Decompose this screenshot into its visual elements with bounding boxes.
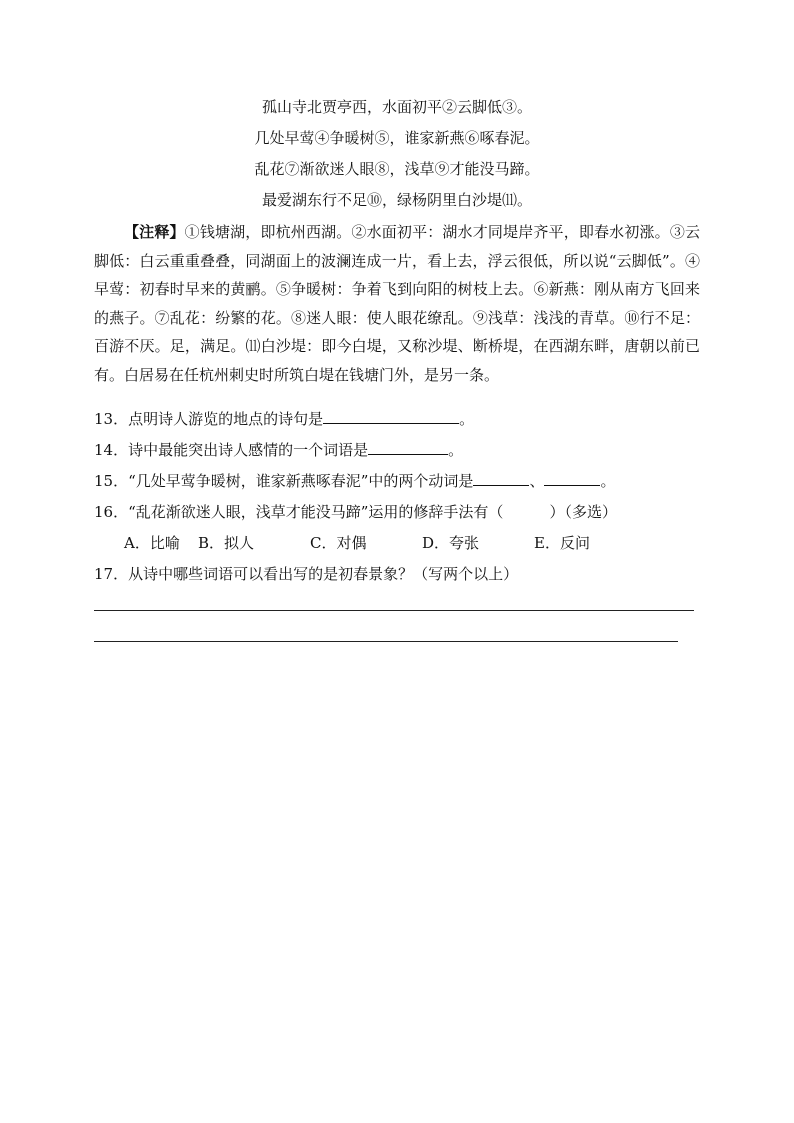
question-17-answer-line-2[interactable]	[94, 641, 678, 642]
question-15-answer-blank-1[interactable]	[473, 468, 529, 486]
option-c[interactable]: C．对偶	[310, 534, 367, 552]
poem-line-4: 最爱湖东行不足⑩，绿杨阴里白沙堤⑾。	[261, 191, 532, 209]
question-14-end: 。	[448, 441, 464, 459]
question-14-answer-blank[interactable]	[368, 437, 448, 455]
question-15-text: 15．“几处早莺争暖树，谁家新燕啄春泥”中的两个动词是	[94, 472, 474, 490]
question-15-answer-blank-2[interactable]	[544, 468, 600, 486]
poem-line-3: 乱花⑦渐欲迷人眼⑧，浅草⑨才能没马蹄。	[254, 160, 540, 178]
question-16-close: ）（多选）	[549, 503, 617, 521]
question-13	[94, 404, 700, 435]
question-16-options	[94, 528, 700, 559]
question-17-text: 17．从诗中哪些词语可以看出写的是初春景象？（写两个以上）	[94, 565, 519, 583]
questions	[94, 404, 700, 590]
poem-line-1: 孤山寺北贾亭西，水面初平②云脚低③。	[261, 98, 532, 116]
option-a[interactable]: A．比喻	[124, 534, 180, 552]
annotations-tag: 【注释】	[124, 223, 185, 241]
question-14	[94, 435, 700, 466]
poem-line-2: 几处早莺④争暖树⑤，谁家新燕⑥啄春泥。	[254, 129, 540, 147]
question-16	[94, 497, 700, 528]
option-b[interactable]: B．拟人	[198, 534, 255, 552]
question-15	[94, 466, 700, 497]
question-14-text: 14．诗中最能突出诗人感情的一个词语是	[94, 441, 369, 459]
question-16-text: 16．“乱花渐欲迷人眼，浅草才能没马蹄”运用的修辞手法有（	[94, 503, 504, 521]
poem	[0, 92, 794, 216]
annotations-text: ①钱塘湖，即杭州西湖。②水面初平：湖水才同堤岸齐平，即春水初涨。③云脚低：白云重重叠叠，同湖面上的波澜连成一片，看上去，浮云很低，所以说“云脚低”。④早莺：初春时早来的黄鹂。⑤争暖树：争着飞到向阳的树枝上去。⑥新燕：刚从南方飞回来的燕子。⑦乱花：纷繁的花。⑧迷人眼：使人眼花缭乱。⑨浅草：浅浅的青草。⑩行不足：百游不厌。足，满足。⑾白沙堤：即今白堤，又称沙堤、断桥堤，在西湖东畔，唐朝以前已有。白居易在任杭州刺史时所筑白堤在钱塘门外，是另一条。	[94, 223, 700, 384]
option-d[interactable]: D．夸张	[422, 534, 480, 552]
question-13-answer-blank[interactable]	[323, 406, 459, 424]
option-e[interactable]: E．反问	[534, 534, 590, 552]
question-17	[94, 559, 700, 590]
question-13-end: 。	[459, 410, 475, 428]
question-17-answer-line-1[interactable]	[94, 610, 694, 611]
question-15-end: 。	[600, 472, 616, 490]
question-15-sep: 、	[529, 472, 545, 490]
annotations	[94, 218, 700, 389]
question-13-text: 13．点明诗人游览的地点的诗句是	[94, 410, 324, 428]
